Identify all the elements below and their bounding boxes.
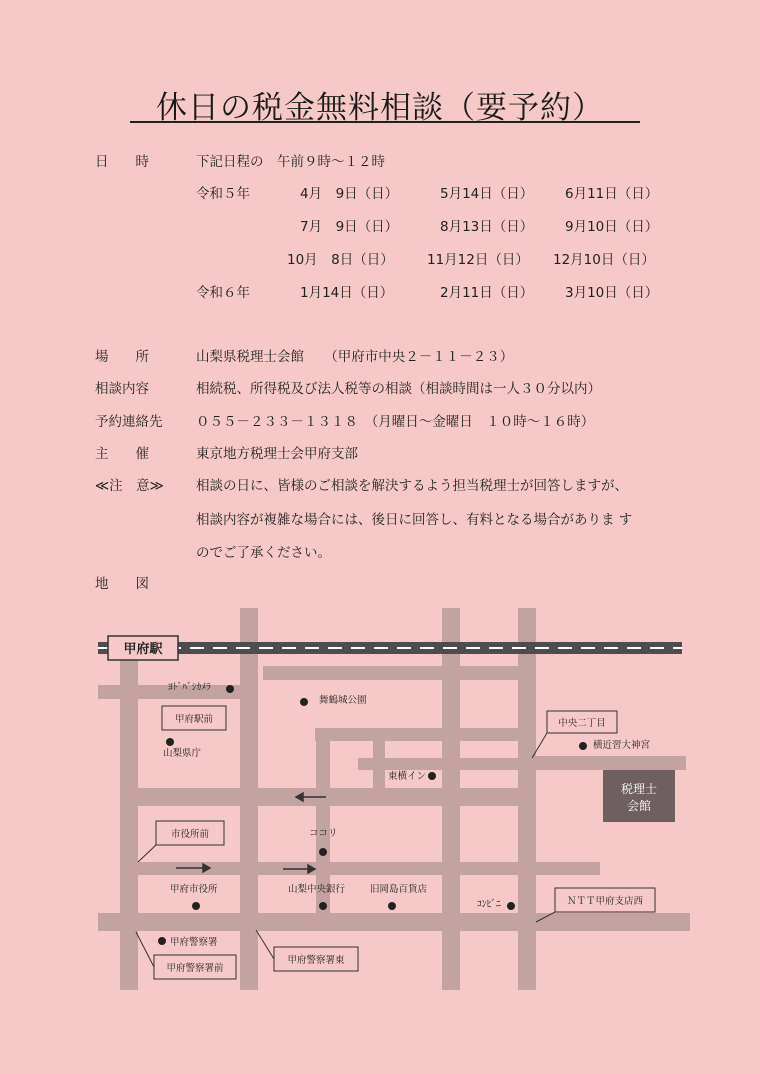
place-marker (158, 937, 166, 945)
venue-box (603, 770, 675, 822)
sign-label: 市役所前 (170, 829, 210, 840)
schedule-date: 1月14日（日） (300, 285, 394, 301)
place-label: 舞鶴城公園 (319, 695, 367, 706)
host-value: 東京地方税理士会甲府支部 (196, 446, 358, 462)
place-label: 旧岡島百貨店 (370, 884, 428, 895)
leader-line (136, 932, 154, 967)
map-label: 地 図 (95, 576, 149, 592)
sign-label: ＮＴＴ甲府支店西 (566, 896, 644, 907)
notice-line: 相談の日に、皆様のご相談を解決するよう担当税理士が回答しますが、 (196, 478, 628, 494)
sign-label: 中央二丁目 (558, 718, 606, 729)
schedule-date: 2月11日（日） (440, 285, 534, 301)
place-marker (192, 902, 200, 910)
place-marker (166, 738, 174, 746)
page-title: 休日の税金無料相談（要予約） (156, 90, 604, 126)
content-value: 相続税、所得税及び法人税等の相談（相談時間は一人３０分以内） (196, 381, 601, 397)
schedule-time: 下記日程の 午前９時～１２時 (196, 154, 385, 170)
schedule-date: 12月10日（日） (553, 252, 655, 268)
contact-value: ０５５－２３３－１３１８ （月曜日～金曜日 １０時～１６時） (196, 414, 595, 430)
leader-line (138, 845, 156, 862)
place-label: 甲府市役所 (170, 884, 218, 895)
station-label: 甲府駅 (123, 642, 163, 657)
access-map (90, 600, 690, 1000)
road (263, 666, 518, 680)
schedule-date: 3月10日（日） (565, 285, 659, 301)
schedule-date: 5月14日（日） (440, 186, 534, 202)
contact-label: 予約連絡先 (95, 414, 163, 430)
sign-label: 甲府警察署東 (287, 955, 345, 966)
schedule-year-r5: 令和５年 (196, 186, 250, 202)
road (536, 756, 686, 770)
notice-label: ≪注 意≫ (95, 478, 164, 494)
place-label: ココリ (309, 828, 338, 839)
place-label: ｺﾝﾋﾞﾆ (477, 899, 501, 910)
sign-label: 甲府駅前 (174, 714, 214, 725)
notice-line: のでご了承ください。 (196, 545, 331, 561)
place-marker (319, 902, 327, 910)
road (98, 913, 690, 931)
place-marker (300, 698, 308, 706)
place-label: 山梨中央銀行 (288, 884, 346, 895)
place-value: 山梨県税理士会館 （甲府市中央２－１１－２３） (196, 349, 514, 365)
host-label: 主 催 (95, 446, 149, 462)
place-marker (319, 848, 327, 856)
leader-line (256, 930, 274, 959)
place-marker (507, 902, 515, 910)
road (315, 728, 520, 741)
schedule-date: 11月12日（日） (427, 252, 529, 268)
place-marker (388, 902, 396, 910)
place-label: 場 所 (95, 349, 149, 365)
place-marker (579, 742, 587, 750)
place-label: 横近習大神宮 (593, 740, 651, 751)
road (518, 608, 536, 990)
sign-label: 甲府警察署前 (166, 963, 224, 974)
schedule-label: 日 時 (95, 154, 149, 170)
place-label: ﾖﾄﾞﾊﾞｼｶﾒﾗ (168, 682, 211, 693)
schedule-date: 7月 9日（日） (300, 219, 399, 235)
roads (98, 608, 690, 990)
schedule-date: 4月 9日（日） (300, 186, 399, 202)
title-underline (130, 121, 640, 123)
place-label: 甲府警察署 (170, 937, 218, 948)
schedule-date: 10月 8日（日） (287, 252, 394, 268)
notice-line: 相談内容が複雑な場合には、後日に回答し、有料となる場合がありま す (196, 512, 633, 528)
schedule-date: 9月10日（日） (565, 219, 659, 235)
content-label: 相談内容 (95, 381, 149, 397)
schedule-date: 8月13日（日） (440, 219, 534, 235)
road (358, 758, 520, 770)
schedule-year-r6: 令和６年 (196, 285, 250, 301)
venue-label: 会館 (626, 799, 652, 813)
schedule-date: 6月11日（日） (565, 186, 659, 202)
road (120, 660, 138, 990)
place-label: 東横イン (388, 771, 427, 782)
place-marker (428, 772, 436, 780)
place-label: 山梨県庁 (163, 748, 202, 759)
place-marker (226, 685, 234, 693)
venue-label: 税理士 (620, 782, 658, 796)
